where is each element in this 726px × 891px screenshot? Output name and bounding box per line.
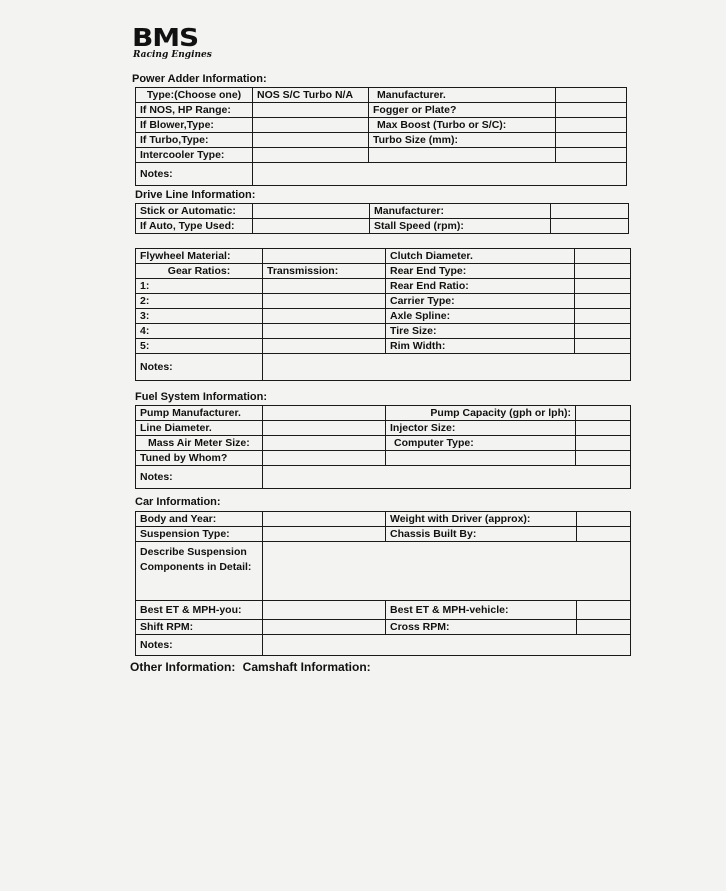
best-et-you-field[interactable]	[263, 601, 386, 620]
turbo-size-field[interactable]	[556, 133, 627, 148]
cross-rpm-field[interactable]	[577, 620, 631, 635]
drive-manufacturer-field[interactable]	[551, 204, 629, 219]
fuel-notes-field[interactable]	[263, 466, 631, 489]
shift-rpm-label: Shift RPM:	[136, 620, 263, 635]
logo-tagline: Racing Engines	[133, 50, 212, 60]
intercooler-field[interactable]	[253, 148, 369, 163]
tuned-by-label: Tuned by Whom?	[136, 451, 263, 466]
table-row	[136, 466, 631, 489]
table-row	[136, 527, 631, 542]
transmission-label: Transmission:	[263, 264, 386, 279]
rear-end-type-label: Rear End Type:	[386, 264, 575, 279]
table-row	[136, 103, 627, 118]
fuel-title: Fuel System Information:	[135, 391, 268, 403]
table-row	[136, 635, 631, 656]
pump-capacity-label: Pump Capacity (gph or lph):	[386, 406, 576, 421]
clutch-diameter-label: Clutch Diameter.	[386, 249, 575, 264]
body-year-field[interactable]	[263, 512, 386, 527]
maf-size-field[interactable]	[263, 436, 386, 451]
other-information-label: Other Information:	[130, 660, 236, 674]
auto-type-label: If Auto, Type Used:	[136, 219, 253, 234]
rim-width-label: Rim Width:	[386, 339, 575, 354]
table-row	[136, 309, 631, 324]
fuel-notes-label: Notes:	[136, 466, 263, 489]
table-row	[136, 512, 631, 527]
table-row	[136, 421, 631, 436]
axle-spline-label: Axle Spline:	[386, 309, 575, 324]
auto-type-field[interactable]	[253, 219, 370, 234]
describe-suspension-label: Describe Suspension Components in Detail:	[136, 542, 263, 601]
empty-cell	[386, 451, 576, 466]
nos-hp-label: If NOS, HP Range:	[136, 103, 253, 118]
best-et-vehicle-label: Best ET & MPH-vehicle:	[386, 601, 577, 620]
fogger-field[interactable]	[556, 103, 627, 118]
power-adder-title: Power Adder Information:	[132, 73, 267, 85]
table-row	[136, 324, 631, 339]
table-row	[136, 148, 627, 163]
camshaft-information-label: Camshaft Information:	[242, 660, 371, 674]
injector-size-label: Injector Size:	[386, 421, 576, 436]
table-row	[136, 219, 629, 234]
intercooler-label: Intercooler Type:	[136, 148, 253, 163]
table-row	[136, 279, 631, 294]
rear-end-ratio-field[interactable]	[575, 279, 631, 294]
line-diameter-label: Line Diameter.	[136, 421, 263, 436]
tire-size-field[interactable]	[575, 324, 631, 339]
drivetrain-notes-label: Notes:	[136, 354, 263, 381]
shift-rpm-field[interactable]	[263, 620, 386, 635]
cross-rpm-label: Cross RPM:	[386, 620, 577, 635]
body-year-label: Body and Year:	[136, 512, 263, 527]
flywheel-field[interactable]	[263, 249, 386, 264]
rear-end-ratio-label: Rear End Ratio:	[386, 279, 575, 294]
best-et-you-label: Best ET & MPH-you:	[136, 601, 263, 620]
best-et-vehicle-field[interactable]	[577, 601, 631, 620]
gear-3-field[interactable]	[263, 309, 386, 324]
pump-manufacturer-field[interactable]	[263, 406, 386, 421]
stall-speed-field[interactable]	[551, 219, 629, 234]
line-diameter-field[interactable]	[263, 421, 386, 436]
tire-size-label: Tire Size:	[386, 324, 575, 339]
chassis-field[interactable]	[577, 527, 631, 542]
empty-cell	[369, 148, 556, 163]
tuned-by-field[interactable]	[263, 451, 386, 466]
table-row	[136, 601, 631, 620]
pump-capacity-field[interactable]	[576, 406, 631, 421]
gear-4-label: 4:	[136, 324, 263, 339]
car-notes-field[interactable]	[263, 635, 631, 656]
suspension-type-field[interactable]	[263, 527, 386, 542]
table-row	[136, 118, 627, 133]
drive-line-table	[135, 203, 629, 234]
computer-type-label: Computer Type:	[386, 436, 576, 451]
type-options-field[interactable]: NOS S/C Turbo N/A	[253, 88, 369, 103]
pump-manufacturer-label: Pump Manufacturer.	[136, 406, 263, 421]
blower-type-label: If Blower,Type:	[136, 118, 253, 133]
suspension-type-label: Suspension Type:	[136, 527, 263, 542]
weight-label: Weight with Driver (approx):	[386, 512, 577, 527]
carrier-type-label: Carrier Type:	[386, 294, 575, 309]
gear-3-label: 3:	[136, 309, 263, 324]
stick-auto-label: Stick or Automatic:	[136, 204, 253, 219]
axle-spline-field[interactable]	[575, 309, 631, 324]
power-adder-table	[135, 87, 627, 186]
table-row	[136, 354, 631, 381]
flywheel-label: Flywheel Material:	[136, 249, 263, 264]
rear-end-type-field[interactable]	[575, 264, 631, 279]
car-notes-label: Notes:	[136, 635, 263, 656]
table-row	[136, 542, 631, 601]
empty-cell	[556, 148, 627, 163]
manufacturer-field[interactable]	[556, 88, 627, 103]
max-boost-field[interactable]	[556, 118, 627, 133]
type-label: Type:(Choose one)	[136, 88, 253, 103]
gear-5-field[interactable]	[263, 339, 386, 354]
notes-field[interactable]	[253, 163, 627, 186]
chassis-label: Chassis Built By:	[386, 527, 577, 542]
table-row	[136, 204, 629, 219]
table-row	[136, 133, 627, 148]
clutch-diameter-field[interactable]	[575, 249, 631, 264]
table-row	[136, 436, 631, 451]
notes-label: Notes:	[136, 163, 253, 186]
rim-width-field[interactable]	[575, 339, 631, 354]
gear-1-label: 1:	[136, 279, 263, 294]
table-row	[136, 620, 631, 635]
gear-ratios-label: Gear Ratios:	[136, 264, 263, 279]
injector-size-field[interactable]	[576, 421, 631, 436]
gear-1-field[interactable]	[263, 279, 386, 294]
turbo-size-label: Turbo Size (mm):	[369, 133, 556, 148]
table-row	[136, 339, 631, 354]
carrier-type-field[interactable]	[575, 294, 631, 309]
weight-field[interactable]	[577, 512, 631, 527]
gear-5-label: 5:	[136, 339, 263, 354]
gear-4-field[interactable]	[263, 324, 386, 339]
table-row	[136, 451, 631, 466]
empty-cell	[576, 451, 631, 466]
manufacturer-label: Manufacturer.	[369, 88, 556, 103]
fogger-label: Fogger or Plate?	[369, 103, 556, 118]
gear-2-label: 2:	[136, 294, 263, 309]
nos-hp-field[interactable]	[253, 103, 369, 118]
table-row	[136, 163, 627, 186]
table-row	[136, 406, 631, 421]
table-row	[136, 264, 631, 279]
describe-suspension-field[interactable]	[263, 542, 631, 601]
logo-wordmark: BMS	[132, 23, 199, 52]
table-row	[136, 294, 631, 309]
drivetrain-table	[135, 248, 631, 381]
turbo-type-field[interactable]	[253, 133, 369, 148]
car-table	[135, 511, 631, 656]
stick-auto-field[interactable]	[253, 204, 370, 219]
computer-type-field[interactable]	[576, 436, 631, 451]
stall-speed-label: Stall Speed (rpm):	[370, 219, 551, 234]
drive-manufacturer-label: Manufacturer:	[370, 204, 551, 219]
footer	[130, 660, 371, 674]
drivetrain-notes-field[interactable]	[263, 354, 631, 381]
drive-line-title: Drive Line Information:	[135, 189, 256, 201]
table-row	[136, 88, 627, 103]
maf-size-label: Mass Air Meter Size:	[136, 436, 263, 451]
gear-2-field[interactable]	[263, 294, 386, 309]
fuel-table	[135, 405, 631, 489]
bms-logo	[132, 23, 212, 60]
max-boost-label: Max Boost (Turbo or S/C):	[369, 118, 556, 133]
table-row	[136, 249, 631, 264]
blower-type-field[interactable]	[253, 118, 369, 133]
car-title: Car Information:	[135, 496, 221, 508]
turbo-type-label: If Turbo,Type:	[136, 133, 253, 148]
